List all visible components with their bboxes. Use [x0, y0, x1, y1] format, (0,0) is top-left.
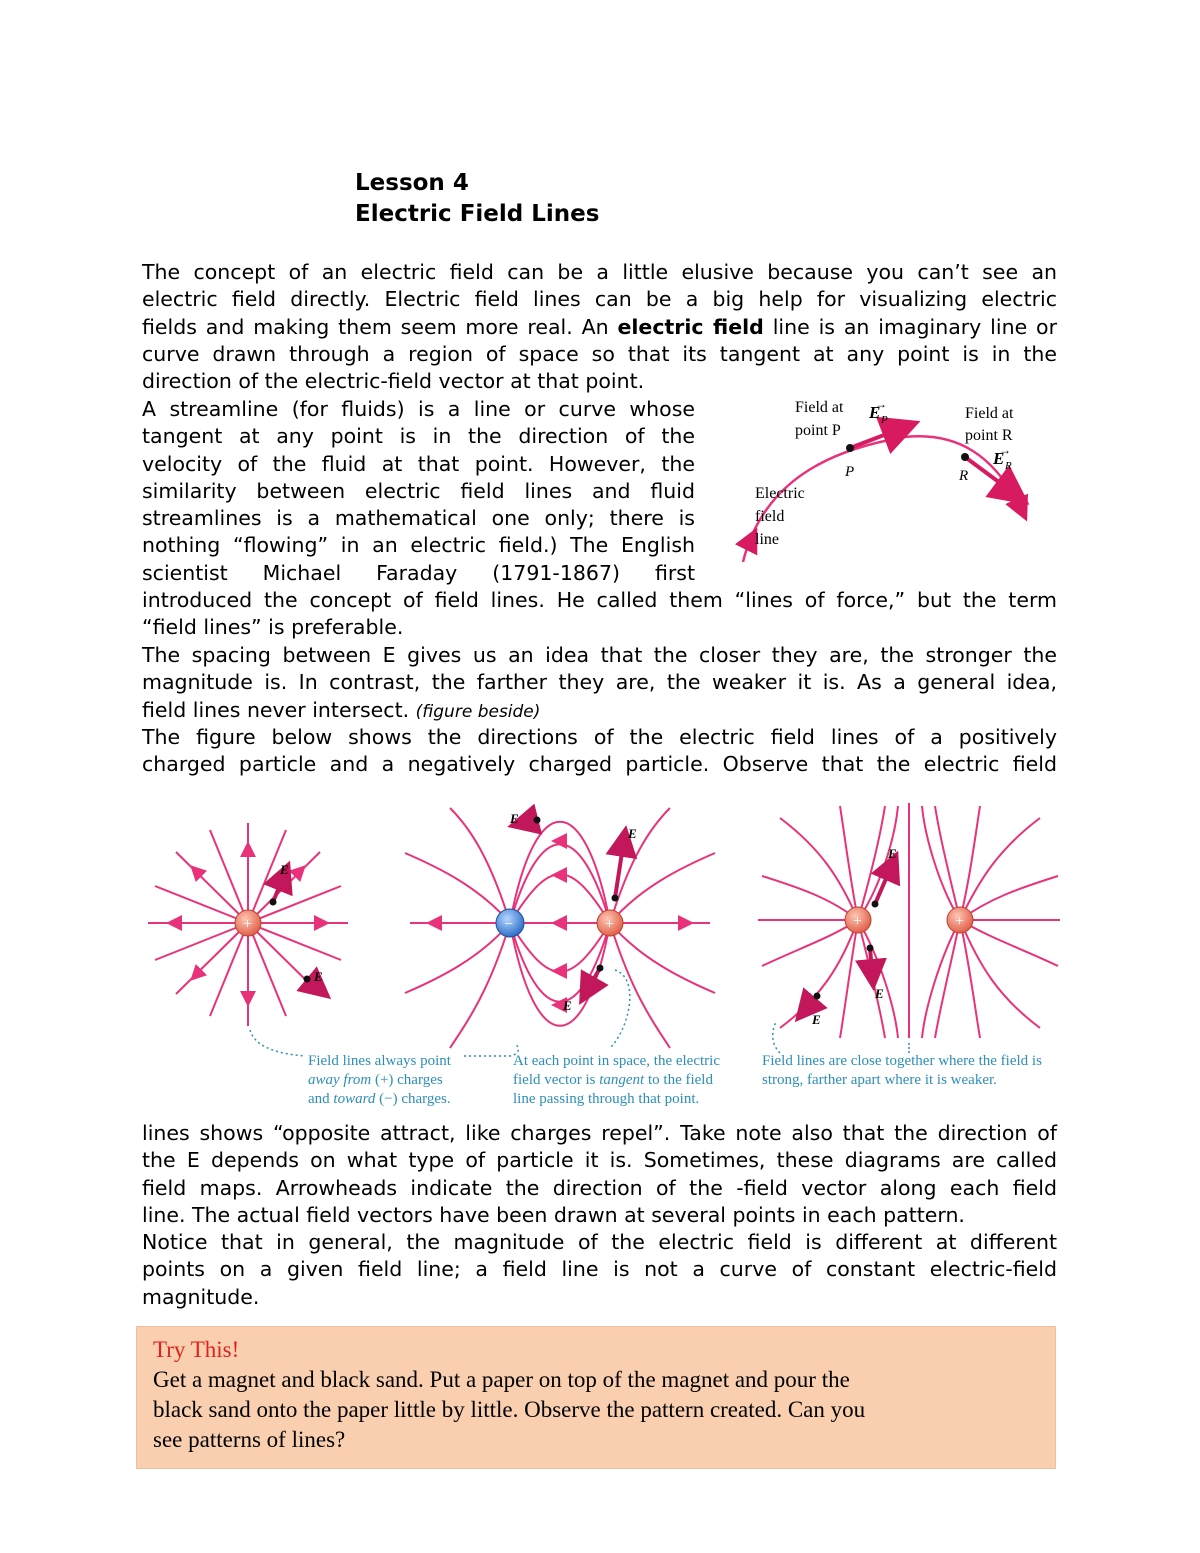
- svg-text:E: E: [563, 998, 572, 1013]
- text-line: charged particle and a negatively charged particle. Observe that the electric field: [142, 752, 1057, 777]
- text-line: points on a given field line; a field line is not a curve of constant electric-field: [142, 1257, 1057, 1282]
- try-this-text: Get a magnet and black sand. Put a paper on top of the magnet and pour the: [153, 1367, 850, 1392]
- svg-text:Field at: Field at: [795, 399, 844, 416]
- field-line-patterns-figure: [140, 798, 1070, 1060]
- lesson-title: Electric Field Lines: [355, 201, 600, 227]
- text-line: streamlines is a mathematical one only; there is: [142, 506, 695, 531]
- caption-spacing: Field lines are close together where the field is strong, farther apart where it is weaker.: [762, 1053, 1042, 1088]
- positive-charge-diagram: [148, 823, 348, 1026]
- figure-reference: (figure beside): [415, 701, 541, 722]
- text-line: curve drawn through a region of space so that its tangent at any point is in the: [142, 341, 1057, 366]
- svg-text:line: line: [755, 531, 779, 548]
- svg-text:−: −: [504, 916, 514, 933]
- text-line: magnitude is. In contrast, the farther they are, the weaker it is. As a general idea,: [142, 670, 1057, 695]
- svg-text:R: R: [959, 468, 969, 484]
- text-line: The spacing between E gives us an idea that the closer they are, the stronger the: [142, 643, 1057, 667]
- caption-tangent: At each point in space, the electric field vector is tangent to the field line passing through that point.: [513, 1053, 720, 1107]
- svg-text:point P: point P: [795, 422, 841, 439]
- text-line: “field lines” is preferable.: [142, 615, 404, 640]
- svg-text:E: E: [510, 811, 519, 826]
- paragraph-figure-intro: [142, 724, 1057, 779]
- text-line: lines shows “opposite attract, like charges repel”. Take note also that the direction of: [142, 1121, 1057, 1145]
- text-line: fields and making them seem more real. An electric field line is an imaginary line or: [142, 314, 1058, 339]
- text-line: electric field directly. Electric field lines can be a big help for visualizing electric: [142, 287, 1057, 312]
- svg-text:Field at: Field at: [965, 405, 1014, 422]
- text-line: tangent at any point is in the direction of the: [142, 424, 695, 449]
- svg-text:P: P: [881, 414, 888, 426]
- like-charges-diagram: [758, 803, 1060, 1053]
- lesson-number: Lesson 4: [355, 170, 469, 196]
- text-line: A streamline (for fluids) is a line or curve whose: [142, 397, 695, 421]
- text-line: introduced the concept of field lines. He called them “lines of force,” but the term: [142, 588, 1057, 612]
- svg-text:E: E: [812, 1012, 821, 1027]
- paragraph-spacing: [142, 642, 1057, 726]
- svg-text:Electric: Electric: [755, 485, 805, 502]
- svg-text:E: E: [993, 449, 1005, 468]
- svg-text:E: E: [888, 846, 897, 861]
- text-line: nothing “flowing” in an electric field.) The English: [142, 533, 695, 558]
- svg-text:P: P: [845, 464, 855, 480]
- text-line: the E depends on what type of particle it is. Sometimes, these diagrams are called: [142, 1148, 1057, 1173]
- text-line: field lines never intersect. (figure beside): [142, 697, 541, 722]
- text-line: The concept of an electric field can be a little elusive because you can’t see an: [142, 260, 1057, 284]
- svg-text:→: →: [875, 397, 887, 411]
- svg-text:+: +: [853, 913, 863, 930]
- bold-term: electric field: [617, 314, 764, 339]
- svg-text:E: E: [314, 969, 323, 984]
- try-this-heading: Try This!: [153, 1337, 240, 1362]
- svg-text:E: E: [628, 826, 637, 841]
- text-line: velocity of the fluid at that point. However, the: [142, 451, 695, 476]
- svg-text:E: E: [280, 862, 289, 877]
- paragraph-streamline-cont: [142, 587, 1057, 642]
- svg-text:point R: point R: [965, 427, 1013, 444]
- text-line: scientist Michael Faraday (1791-1867) first: [142, 560, 695, 585]
- text-line: line. The actual field vectors have been drawn at several points in each pattern.: [142, 1202, 965, 1227]
- paragraph-streamline: [142, 396, 695, 587]
- text-line: Notice that in general, the magnitude of the electric field is different at different: [142, 1230, 1057, 1255]
- svg-text:+: +: [955, 913, 965, 930]
- svg-text:E: E: [869, 403, 881, 422]
- svg-text:+: +: [243, 916, 253, 933]
- try-this-text: black sand onto the paper little by little. Observe the pattern created. Can you: [153, 1397, 866, 1422]
- field-line-tangent-figure: [735, 392, 1055, 572]
- dipole-diagram: [405, 808, 715, 1048]
- svg-text:→: →: [999, 443, 1011, 457]
- svg-text:E: E: [875, 986, 884, 1001]
- text-line: field maps. Arrowheads indicate the direction of the -field vector along each field: [142, 1175, 1057, 1200]
- text-line: The figure below shows the directions of the electric field lines of a positively: [142, 725, 1057, 749]
- text-line: similarity between electric field lines and fluid: [142, 478, 695, 503]
- paragraph-intro: [142, 259, 1057, 395]
- text-line: magnitude.: [142, 1284, 260, 1309]
- text-line: direction of the electric-field vector at that point.: [142, 369, 645, 394]
- svg-text:R: R: [1005, 460, 1012, 472]
- paragraph-conclusion: [142, 1120, 1057, 1311]
- try-this-text: see patterns of lines?: [153, 1427, 346, 1452]
- try-this-box: [136, 1326, 1056, 1469]
- caption-direction: Field lines always point away from (+) charges and toward (−) charges.: [308, 1053, 451, 1107]
- svg-text:+: +: [605, 916, 615, 933]
- svg-text:field: field: [755, 508, 785, 525]
